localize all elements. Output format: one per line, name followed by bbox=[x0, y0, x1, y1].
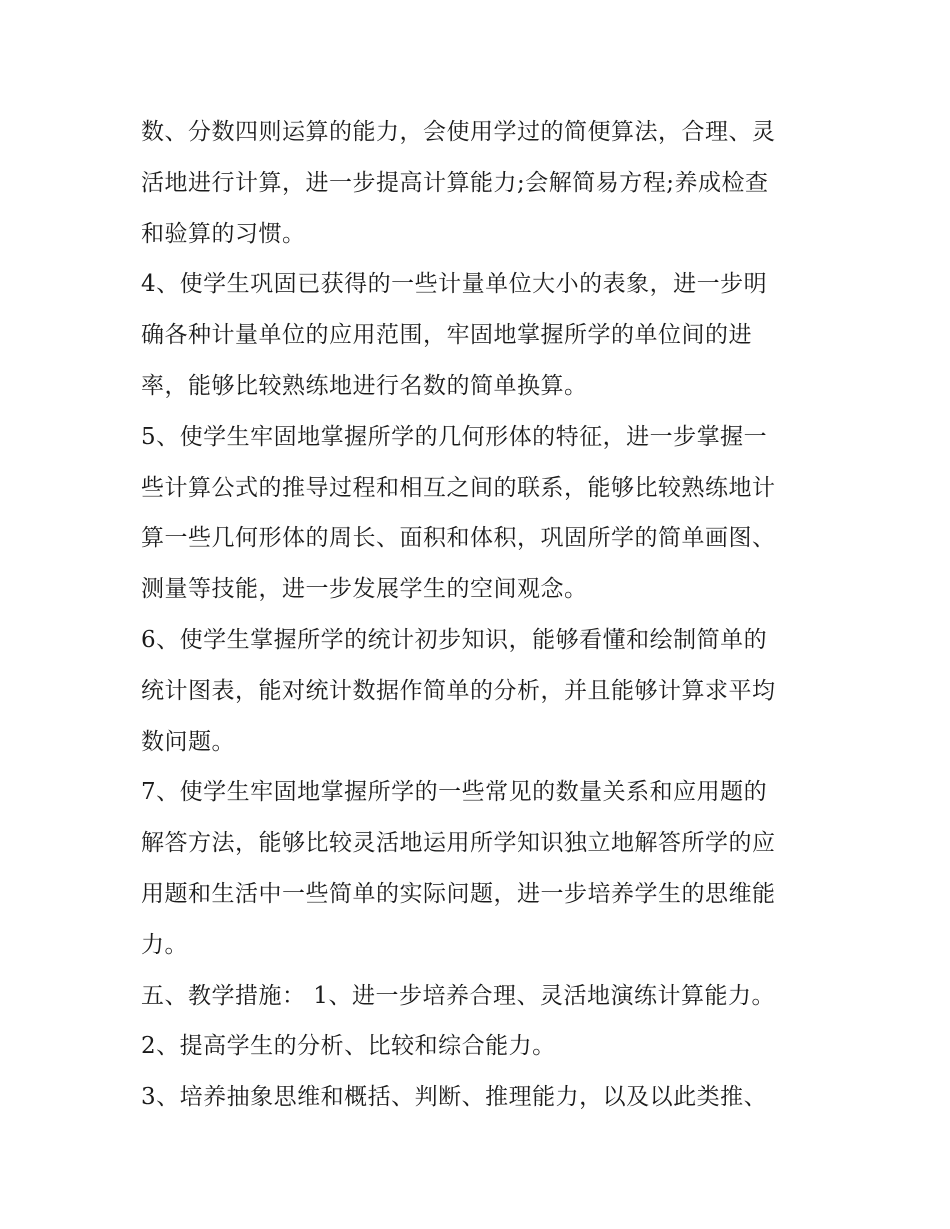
text-line: 算一些几何形体的周长、面积和体积，巩固所学的简单画图、 bbox=[141, 525, 776, 552]
text-line: 些计算公式的推导过程和相互之间的联系，能够比较熟练地计 bbox=[141, 474, 776, 501]
text-line: 2、提高学生的分析、比较和综合能力。 bbox=[141, 1033, 556, 1060]
text-line: 力。 bbox=[141, 931, 188, 958]
text-line: 用题和生活中一些简单的实际问题，进一步培养学生的思维能 bbox=[141, 880, 776, 907]
text-line: 3、培养抽象思维和概括、判断、推理能力，以及以此类推、 bbox=[141, 1084, 768, 1111]
document-body bbox=[141, 107, 831, 1123]
text-line: 4、使学生巩固已获得的一些计量单位大小的表象，进一步明 bbox=[141, 271, 768, 298]
text-line: 7、使学生牢固地掌握所学的一些常见的数量关系和应用题的 bbox=[141, 779, 768, 806]
text-line: 解答方法，能够比较灵活地运用所学知识独立地解答所学的应 bbox=[141, 830, 776, 857]
text-line: 率，能够比较熟练地进行名数的简单换算。 bbox=[141, 372, 588, 399]
text-line: 测量等技能，进一步发展学生的空间观念。 bbox=[141, 576, 588, 603]
text-line: 统计图表，能对统计数据作简单的分析，并且能够计算求平均 bbox=[141, 677, 776, 704]
text-line: 确各种计量单位的应用范围，牢固地掌握所学的单位间的进 bbox=[141, 322, 752, 349]
text-line: 数问题。 bbox=[141, 728, 235, 755]
text-line: 活地进行计算，进一步提高计算能力;会解简易方程;养成检查 bbox=[141, 169, 769, 196]
text-line: 6、使学生掌握所学的统计初步知识，能够看懂和绘制简单的 bbox=[141, 626, 768, 653]
text-line: 数、分数四则运算的能力，会使用学过的简便算法，合理、灵 bbox=[141, 119, 776, 145]
text-line: 五、教学措施： 1、进一步培养合理、灵活地演练计算能力。 bbox=[141, 982, 775, 1009]
text-line: 和验算的习惯。 bbox=[141, 220, 306, 247]
text-line: 5、使学生牢固地掌握所学的几何形体的特征，进一步掌握一 bbox=[141, 423, 768, 450]
